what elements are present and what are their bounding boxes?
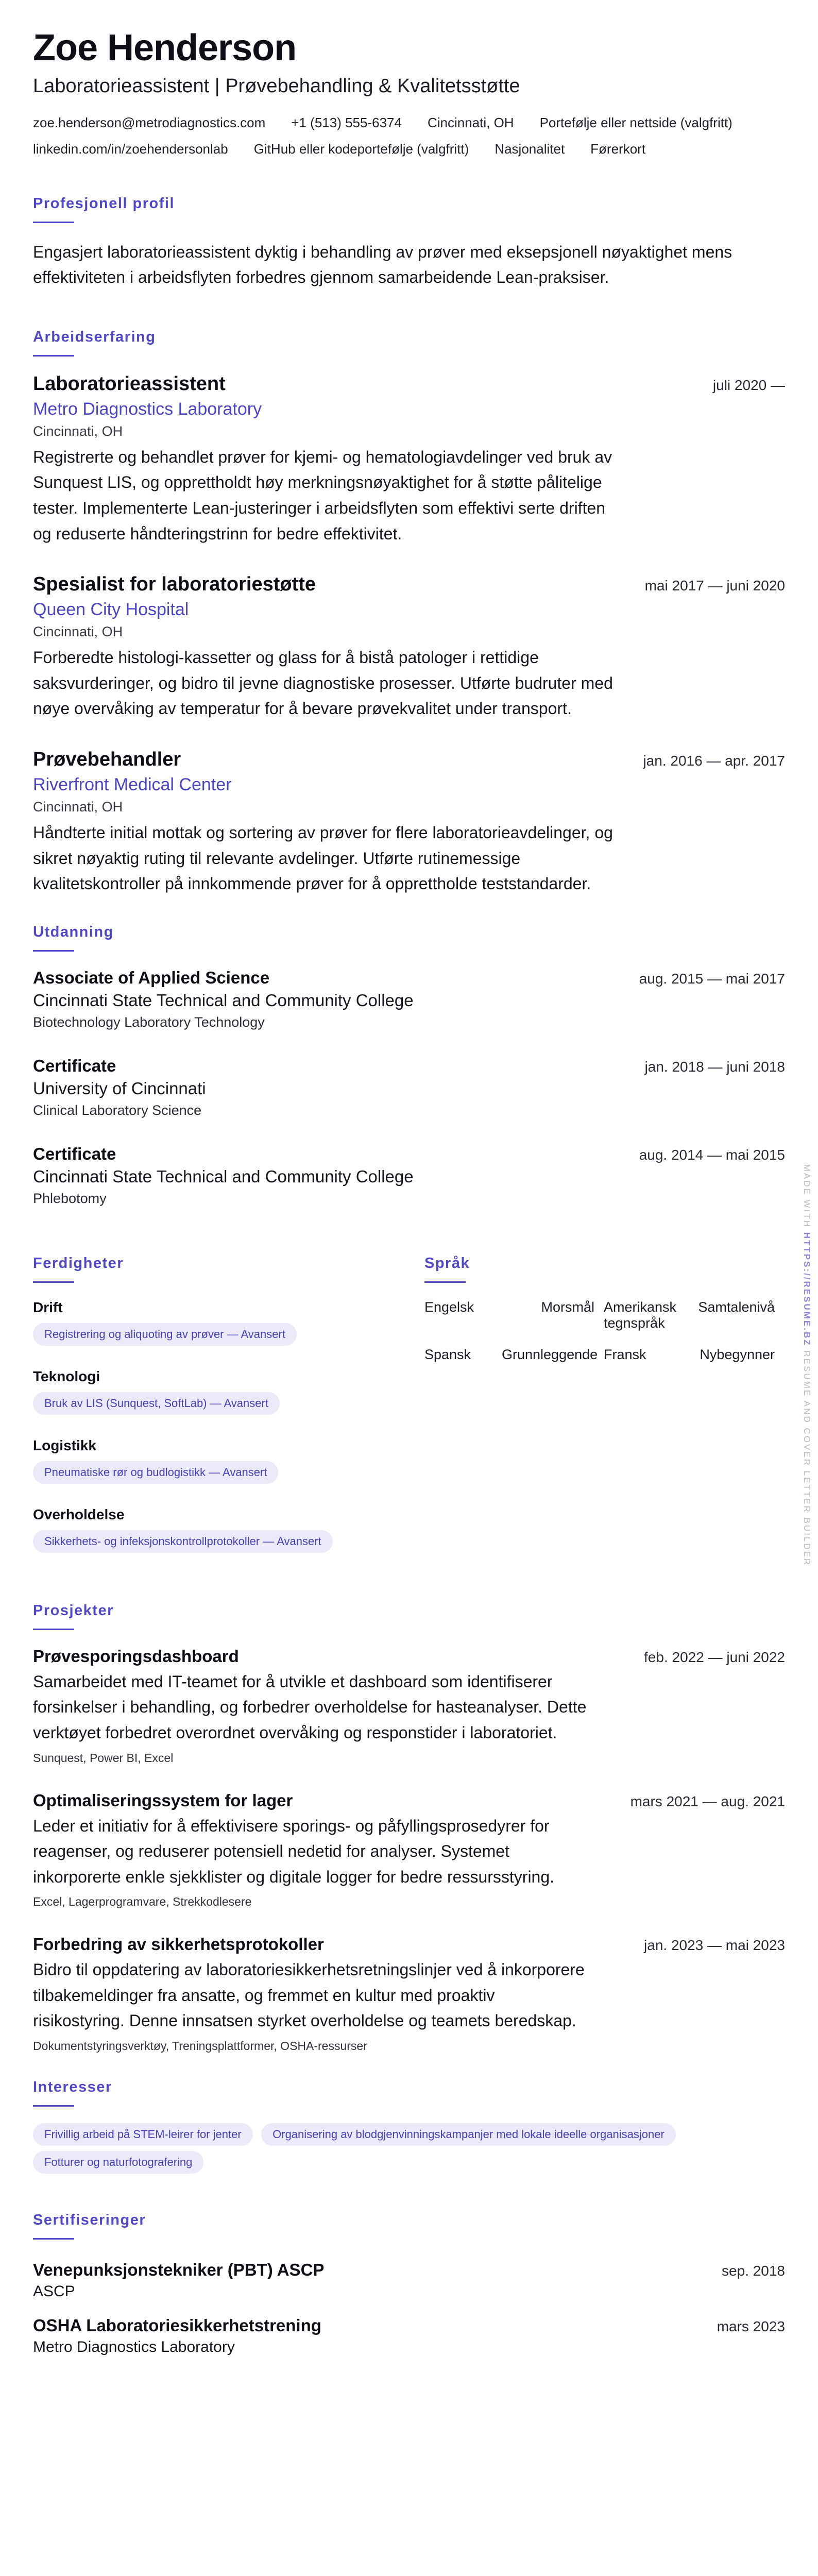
section-title-languages: Språk	[424, 1255, 470, 1272]
project-date: jan. 2023 — mai 2023	[644, 1937, 785, 1954]
education-degree: Certificate	[33, 1144, 116, 1163]
section-title-education: Utdanning	[33, 923, 114, 940]
certification-name: OSHA Laboratoriesikkerhetstrening	[33, 2316, 321, 2335]
section-divider	[33, 1281, 74, 1283]
language-level: Grunnleggende	[502, 1346, 598, 1362]
project-entry	[33, 1791, 785, 1909]
certification-entry	[33, 2316, 785, 2356]
job-location: Cincinnati, OH	[33, 423, 123, 439]
job-title: Prøvebehandler	[33, 748, 181, 770]
language-level: Morsmål	[541, 1299, 594, 1315]
skill-group-name: Logistikk	[33, 1437, 96, 1453]
job-date: jan. 2016 — apr. 2017	[643, 752, 785, 769]
job-entry	[33, 373, 785, 547]
contact-details	[33, 115, 785, 157]
skill-pill: Registrering og aliquoting av prøver — Avansert	[33, 1323, 297, 1346]
contact-phone[interactable]: +1 (513) 555-6374	[291, 114, 402, 130]
job-company: Riverfront Medical Center	[33, 774, 232, 794]
education-degree: Certificate	[33, 1056, 116, 1075]
skill-group	[33, 1506, 383, 1558]
skill-group-name: Overholdelse	[33, 1506, 125, 1522]
project-description: Leder et initiativ for å effektivisere sporings- og påfyllingsprosedyrer for reagenser, og reduserer potensiell nedetid for analyser. Systemet inkorporerte enkle sjekklister og digitale logger for bedre ressursstyring.	[33, 1816, 555, 1886]
skills-column	[33, 1232, 383, 1575]
skills-languages-columns	[33, 1232, 785, 1575]
language-level: Nybegynner	[700, 1346, 775, 1362]
languages-grid	[424, 1299, 783, 1363]
education-date: aug. 2015 — mai 2017	[639, 970, 785, 987]
education-field: Biotechnology Laboratory Technology	[33, 1014, 265, 1030]
skill-group	[33, 1299, 383, 1351]
profile-summary: Engasjert laboratorieassistent dyktig i behandling av prøver med eksepsjonell nøyaktighet mens effektiviteten i arbeidsflyten forbedres gjennom samarbeidende Lean-praksiser.	[33, 242, 732, 287]
education-entry	[33, 1144, 785, 1207]
section-divider	[33, 222, 74, 223]
project-title: Optimaliseringssystem for lager	[33, 1790, 293, 1810]
job-description: Forberedte histologi-kassetter og glass for å bistå patologer i rettidige saksvurderinger, og bidro til jevne diagnostiske prosesser. Utførte budruter med nøye overvåking av temperatur for å bevare prøvekvalitet under transport.	[33, 648, 613, 718]
interest-pill: Frivillig arbeid på STEM-leirer for jenter	[33, 2123, 253, 2146]
job-location: Cincinnati, OH	[33, 624, 123, 640]
job-date: mai 2017 — juni 2020	[644, 578, 785, 594]
job-company: Queen City Hospital	[33, 600, 189, 620]
job-description: Registrerte og behandlet prøver for kjemi- og hematologiavdelinger ved bruk av Sunquest LIS, og opprettholdt høy merkningsnøyaktighet for å støtte pålitelige tester. Implementerte Lean-justeringer i arbeidsflyten som effektivi serte driften og reduserte håndteringstrinn for bedre effektivitet.	[33, 447, 612, 543]
language-name: Spansk	[424, 1346, 471, 1362]
certification-name: Venepunksjonstekniker (PBT) ASCP	[33, 2260, 325, 2280]
contact-city: Cincinnati, OH	[427, 114, 514, 130]
contact-portfolio[interactable]: Portefølje eller nettside (valgfritt)	[539, 114, 732, 130]
builder-watermark	[796, 1154, 817, 1577]
interests-list	[33, 2123, 785, 2179]
section-title-profile: Profesjonell profil	[33, 195, 175, 212]
project-date: feb. 2022 — juni 2022	[644, 1649, 785, 1665]
language-name: Amerikansk tegnspråk	[604, 1299, 677, 1331]
language-name: Engelsk	[424, 1299, 474, 1315]
education-date: jan. 2018 — juni 2018	[644, 1058, 785, 1075]
contact-linkedin[interactable]: linkedin.com/in/zoehendersonlab	[33, 141, 228, 157]
skill-group-name: Drift	[33, 1299, 63, 1315]
section-divider	[33, 2238, 74, 2240]
certification-date: sep. 2018	[722, 2263, 785, 2279]
project-date: mars 2021 — aug. 2021	[630, 1793, 785, 1809]
section-divider	[424, 1281, 466, 1283]
section-title-interests: Interesser	[33, 2079, 112, 2096]
job-description: Håndterte initial mottak og sortering av prøver for flere laboratorieavdelinger, og sikret nøyaktig ruting til relevante avdelinger. Utførte rutinemessige kvalitetskontroller på innkommende prøver for å opprettholde teststandarder.	[33, 823, 613, 893]
skill-group	[33, 1437, 383, 1489]
contact-nationality: Nasjonalitet	[495, 141, 565, 157]
section-title-certifications: Sertifiseringer	[33, 2212, 146, 2229]
education-field: Clinical Laboratory Science	[33, 1102, 202, 1118]
job-entry	[33, 573, 785, 722]
interest-pill: Organisering av blodgjenvinningskampanjer med lokale ideelle organisasjoner	[261, 2123, 676, 2146]
language-name: Fransk	[604, 1346, 646, 1362]
section-title-experience: Arbeidserfaring	[33, 328, 156, 345]
skill-group	[33, 1368, 383, 1420]
education-entry	[33, 1056, 785, 1118]
skill-group-name: Teknologi	[33, 1368, 100, 1384]
certification-issuer: Metro Diagnostics Laboratory	[33, 2338, 235, 2356]
project-title: Forbedring av sikkerhetsprotokoller	[33, 1935, 324, 1954]
job-location: Cincinnati, OH	[33, 799, 123, 815]
job-title: Spesialist for laboratoriestøtte	[33, 573, 316, 596]
project-description: Bidro til oppdatering av laboratoriesikkerhetsretningslinjer ved å inkorporere tilbakemeldinger fra ansatte, og fremmet en kultur med proaktiv risikostyring. Denne innsatsen styrket overholdelse og teamets beredskap.	[33, 1960, 585, 2030]
language-level: Samtalenivå	[698, 1299, 775, 1315]
job-entry	[33, 749, 785, 897]
languages-column	[424, 1232, 783, 1575]
section-divider	[33, 1629, 74, 1630]
candidate-name: Zoe Henderson	[33, 27, 297, 69]
certification-entry	[33, 2260, 785, 2300]
project-technologies: Sunquest, Power BI, Excel	[33, 1751, 174, 1765]
section-divider	[33, 355, 74, 357]
certification-date: mars 2023	[717, 2318, 785, 2335]
education-degree: Associate of Applied Science	[33, 968, 270, 987]
skill-pill: Bruk av LIS (Sunquest, SoftLab) — Avansert	[33, 1392, 280, 1415]
contact-github[interactable]: GitHub eller kodeportefølje (valgfritt)	[253, 141, 469, 157]
project-title: Prøvesporingsdashboard	[33, 1646, 239, 1666]
project-description: Samarbeidet med IT-teamet for å utvikle et dashboard som identifiserer forsinkelser i behandling, og forbedrer overholdelse for hasteanalyser. Dette verktøyet forbedret overordnet overvåking og responstider i laboratoriet.	[33, 1672, 587, 1742]
certification-issuer: ASCP	[33, 2283, 75, 2300]
job-title: Laboratorieassistent	[33, 372, 226, 395]
project-technologies: Excel, Lagerprogramvare, Strekkodlesere	[33, 1895, 252, 1909]
watermark-prefix: MADE WITH	[802, 1164, 812, 1232]
section-title-skills: Ferdigheter	[33, 1255, 124, 1272]
education-school: Cincinnati State Technical and Community College	[33, 990, 414, 1010]
education-school: University of Cincinnati	[33, 1078, 206, 1098]
project-entry	[33, 1935, 785, 2053]
job-date: juli 2020 —	[712, 377, 785, 393]
job-company: Metro Diagnostics Laboratory	[33, 399, 262, 419]
contact-email[interactable]: zoe.henderson@metrodiagnostics.com	[33, 114, 266, 130]
candidate-headline: Laboratorieassistent | Prøvebehandling & Kvalitetsstøtte	[33, 75, 520, 97]
section-title-projects: Prosjekter	[33, 1602, 114, 1619]
section-divider	[33, 2105, 74, 2107]
section-divider	[33, 950, 74, 952]
project-entry	[33, 1647, 785, 1765]
project-technologies: Dokumentstyringsverktøy, Treningsplattformer, OSHA-ressurser	[33, 2039, 367, 2053]
education-date: aug. 2014 — mai 2015	[639, 1146, 785, 1163]
skill-pill: Pneumatiske rør og budlogistikk — Avansert	[33, 1461, 278, 1484]
education-entry	[33, 968, 785, 1030]
education-field: Phlebotomy	[33, 1190, 107, 1206]
contact-license: Førerkort	[590, 141, 646, 157]
watermark-suffix: RESUME AND COVER LETTER BUILDER	[802, 1346, 812, 1567]
interest-pill: Fotturer og naturfotografering	[33, 2151, 203, 2174]
watermark-link[interactable]: HTTPS://RESUME.BZ	[802, 1232, 812, 1347]
education-school: Cincinnati State Technical and Community College	[33, 1166, 414, 1186]
skill-pill: Sikkerhets- og infeksjonskontrollprotokoller — Avansert	[33, 1530, 333, 1553]
